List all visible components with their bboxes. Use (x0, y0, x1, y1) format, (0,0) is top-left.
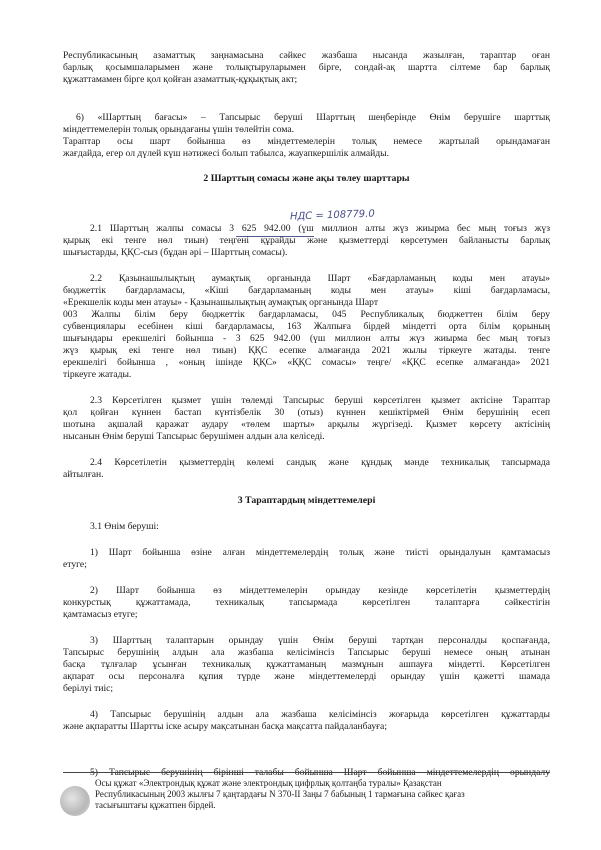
footer-line: Республикасының 2003 жылғы 7 қаңтардағы N 370-II Заңы 7 бабының 1 тармағына сәйкес қағаз (95, 789, 465, 799)
text-line: етуге; (63, 559, 87, 570)
text-line: берілуі тиіс; (63, 683, 114, 694)
text-line: міндеттемелерін толық орындағаны үшін төлейтін сома. (63, 124, 295, 135)
text-line: 003 Жалпы білім беру бюджеттік бағдарламасы, 045 Республикалық бюджеттен білім беру (63, 309, 550, 320)
text-line: 2) Шарт бойынша өз міндеттемелерін орындау кезінде көрсетілетін қызметтердің (90, 585, 550, 596)
text-line: қамтамасыз етуге; (63, 609, 138, 620)
text-line: 2.1 Шарттың жалпы сомасы 3 625 942.00 (үш миллион алты жүз жиырма бес мың тоғыз жүз (90, 223, 550, 234)
text-line: Республикасының азаматтық заңнамасына сәйкес жазбаша нысанда жазылған, тараптар оған (63, 50, 550, 61)
text-line: шотына ақшалай қаражат аудару «төлем шарты» арқылы жүргізеді. Қызмет көрсету актісінің (63, 419, 550, 430)
text-line: 2.4 Көрсетілетін қызметтердің көлемі сандық және құндық мәнде техникалық тапсырмада (90, 457, 550, 468)
text-line: барлық қосымшаларымен және толықтыруларымен бірге, сондай-ақ шартта сілтеме бар барлық (63, 62, 550, 73)
text-line: «Ерекшелік коды мен атауы» - Қазынашылықтың аумақтық органында Шарт (63, 297, 379, 308)
text-line: конкурстық құжаттамада, техникалық тапсырмада көрсетілген талаптарға сәйкестігін (63, 597, 550, 608)
text-line: 6) «Шарттың бағасы» – Тапсырыс беруші Шарттың шеңберінде Өнім берушіге шарттық (76, 112, 550, 123)
text-line: 3) Шарттың талаптарын орындау үшін Өнім беруші тартқан персоналды қоспағанда, (90, 635, 550, 646)
text-line: қол қойған күннен бастап күнтізбелік 30 (отыз) күннен кешіктірмей Өнім берушінің есеп (63, 407, 550, 418)
text-line: ерекшелігі бойынша , «оның ішінде ҚҚС» «ҚҚС сомасы» теңге/ «ҚҚС есепке алмағанда» 2021 (63, 357, 550, 368)
text-line: нысанын Өнім беруші Тапсырыс берушімен алдын ала келіседі. (63, 431, 325, 442)
handwritten-note: НДС = 108779.0 (289, 208, 375, 223)
text-line: тіркеуге жатады. (63, 369, 132, 380)
text-line: субвенциялары есебінен кіші бағдарламасы, 163 Жалпыға бірдей міндетті орта білім қорының (63, 321, 550, 332)
text-line: 2.3 Көрсетілген қызмет үшін төлемді Тапсырыс беруші көрсетілген қызмет актісіне Тараптар (90, 395, 550, 406)
text-line: 4) Тапсырыс берушінің алдын ала жазбаша келісімінсіз жоғарыда көрсетілген құжаттарды (90, 709, 550, 720)
text-line: 1) Шарт бойынша өзіне алған міндеттемелердің толық және тиісті орындалуын қамтамасыз (90, 547, 550, 558)
text-line: қырық екі тенге нөл тиын) теңгені құрайды және қызметтерді көрсетумен байланысты барлық (63, 235, 550, 246)
text-line: бюджеттік бағдарламасы, «Кіші бағдарламаның коды мен атауы» кіші бағдарламасы, (63, 285, 550, 296)
text-line: Тараптар осы шарт бойынша өз міндеттемелерін толық немесе жартылай орындамаған (63, 136, 550, 147)
text-line: құжаттамамен бірге қол қойған азаматтық-құқықтық акт; (63, 74, 298, 85)
text-line: айтылған. (63, 469, 104, 480)
section-2-heading: 2 Шарттың сомасы және ақы төлеу шарттары (203, 173, 410, 184)
text-line: және ақпаратты Шартты іске асыру мақсатынан басқа мақсатта пайдаланбауға; (63, 721, 387, 732)
text-line: жүз қырық екі тенге нөл тиын) ҚҚС есепке алмағанда 2021 жылы тіркеуге жатады. тенге (63, 345, 550, 356)
strike-line (63, 772, 550, 773)
stamp-seal (60, 786, 90, 816)
footer-line: Осы құжат «Электрондық құжат және электрондық цифрлық қолтаңба туралы» Қазақстан (95, 778, 442, 788)
text-line: ақпарат осы персоналға құпия түрде және міндеттемелерді орындау үшін қажетті шамада (63, 671, 550, 682)
section-3-heading: 3 Тараптардың міндеттемелері (237, 495, 376, 506)
text-line: 3.1 Өнім беруші: (90, 521, 159, 532)
text-line: Тапсырыс берушінің алдын ала жазбаша келісімінсіз Тапсырыс беруші немесе оның атынан (63, 647, 550, 658)
footer-line: тасығыштағы құжатпен бірдей. (95, 800, 216, 810)
text-line: 2.2 Қазынашылықтың аумақтық органында Шарт «Бағдарламаның коды мен атауы» (90, 273, 550, 284)
text-line: шығындары ерекшелігі бойынша - 3 625 942.00 (үш миллион алты жүз жиырма бес мың тоғыз (63, 333, 550, 344)
text-line: шығыстарды, ҚҚС-сыз (бұдан әрі – Шарттың сомасы). (63, 247, 288, 258)
text-line: басқа тұлғалар ұсынған техникалық құжаттаманың мазмұнын ашпауға міндетті. Көрсетілген (63, 659, 550, 670)
text-line: жағдайда, егер ол дүлей күш нәтижесі болып табылса, жауапкершілік алмайды. (63, 148, 390, 159)
